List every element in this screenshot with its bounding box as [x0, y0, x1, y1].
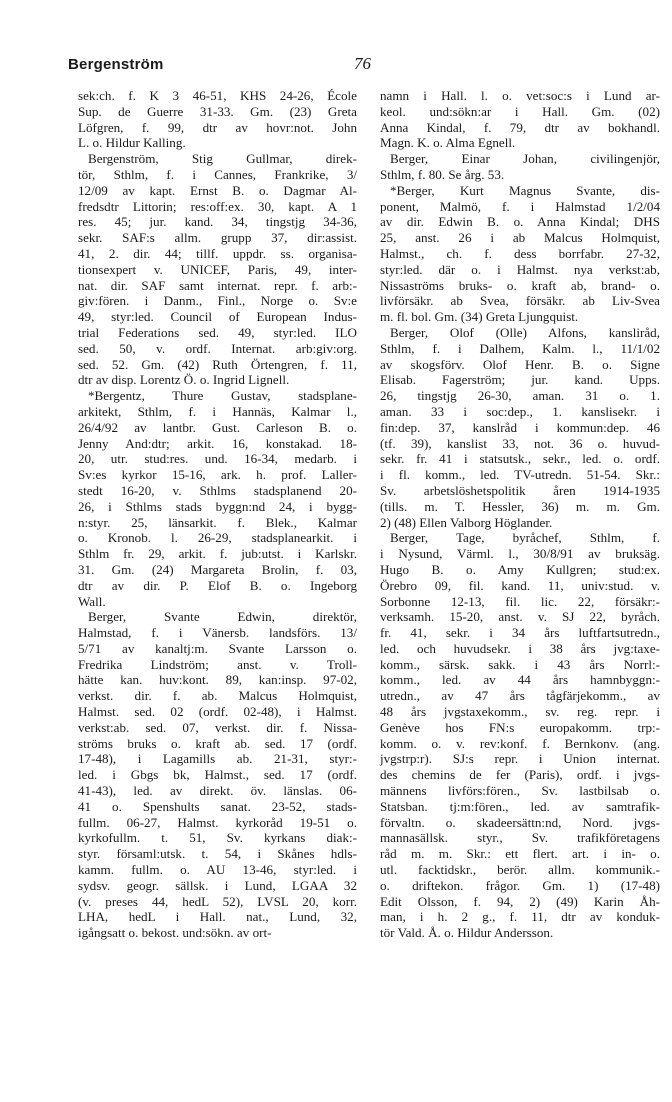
text-line: dtr av dir. P. Elof B. o. Ingeborg — [78, 577, 357, 593]
text-line: 2) (48) Ellen Valborg Höglander. — [380, 514, 553, 530]
text-line: Hugo B. o. Amy Kullgren; stud:ex. — [380, 561, 660, 577]
text-line: Statsban. tj:m:fören., led. av samtrafik- — [380, 798, 660, 814]
text-line: hätte kan. huv:kont. 89, kan:insp. 97-02, — [78, 672, 357, 688]
text-line: LHA, hedL i Hall. nat., Lund, 32, — [78, 909, 357, 925]
text-line: komm., led. av 44 års hamnbyggn:- — [380, 672, 660, 688]
text-line: 26, i Sthlms stads byggn:nd 24, i bygg- — [78, 498, 357, 514]
text-line: Sthlm, f. 80. Se årg. 53. — [380, 166, 505, 182]
text-line: sed. 52. Gm. (42) Ruth Örtengren, f. 11, — [78, 356, 357, 372]
text-line: led. och huvudsekr. i 38 års jvg:taxe- — [380, 640, 660, 656]
text-line: Berger, Einar Johan, civilingenjör, — [390, 151, 660, 167]
text-line: fin:dep. 37, kanslråd i kommun:dep. 46 — [380, 419, 660, 435]
text-line: råd m. m. Skr.: ett flert. art. i in- o. — [380, 846, 660, 862]
text-line: igångsatt o. bekost. und:sökn. av ort- — [78, 925, 272, 941]
text-line: (tills. m. T. Hessler, 36) m. m. Gm. — [380, 498, 660, 514]
text-line: m. fl. bol. Gm. (34) Greta Ljungquist. — [380, 309, 579, 325]
text-line: Edit Olsson, f. 94, 2) (49) Karin Åh- — [380, 893, 660, 909]
text-line: förvaltn. o. skadeersättn:nd, Nord. jvgs- — [380, 814, 660, 830]
text-line: Jenny And:dtr; arkit. 16, konstakad. 18- — [78, 435, 357, 451]
text-line: Anna Kindal, f. 79, dtr av bokhandl. — [380, 119, 660, 135]
text-line: Wall. — [78, 593, 106, 609]
text-line: led. i Gbgs bk, Halmst., sed. 17 (ordf. — [78, 767, 357, 783]
text-line: utl. facktidskr., berör. allm. kommunik.- — [380, 862, 660, 878]
text-line: Nissaströms bruks- o. kraft ab, brand- o. — [380, 277, 660, 293]
running-head: Bergenström — [68, 56, 164, 73]
biography-entry — [68, 388, 357, 609]
text-line: 17-48), i Lagamills ab. 21-31, styr:- — [78, 751, 357, 767]
biography-entry — [370, 88, 660, 151]
text-line: Sup. de Guerre 31-33. Gm. (23) Greta — [78, 103, 357, 119]
text-line: res. 45; jur. kand. 34, tingstjg 34-36, — [78, 214, 357, 230]
left-column — [68, 88, 357, 941]
text-line: fr. 41, sekr. i 34 års luftfartsutredn., — [380, 625, 660, 641]
text-line: giv:fören. i Danm., Finl., Norge o. Sv:e — [78, 293, 357, 309]
text-line: (tf. 39), kanslist 33, not. 36 o. huvud- — [380, 435, 660, 451]
text-line: o. Kronob. l. 26-29, stadsplanearkit. i — [78, 530, 357, 546]
text-line: verksamh. 15-20, anst. v. SJ 22, byråch. — [380, 609, 660, 625]
text-line: utredn., av 47 års tågfärjekomm., av — [380, 688, 660, 704]
text-line: keol. und:sökn:ar i Hall. Gm. (02) — [380, 103, 660, 119]
right-column — [370, 88, 660, 941]
text-line: Berger, Tage, byråchef, Sthlm, f. — [390, 530, 660, 546]
text-line: styr. församl:utsk. t. 54, i Skånes hdls- — [78, 846, 357, 862]
text-line: sek:ch. f. K 3 46-51, KHS 24-26, École — [78, 88, 357, 103]
text-line: tör Vald. Å. o. Hildur Andersson. — [380, 925, 554, 941]
text-line: tionsexpert v. UNICEF, Paris, 49, inter- — [78, 261, 357, 277]
text-line: Sv:es kyrkor 15-16, ark. h. prof. Laller- — [78, 467, 357, 483]
text-line: o. driftekon. frågor. Gm. 1) (17-48) — [380, 877, 660, 893]
text-line: aman. 33 i soc:dep., 1. kanslisekr. i — [380, 403, 660, 419]
text-line: Elisab. Fagerström; jur. kand. Upps. — [380, 372, 660, 388]
text-line: 41, 2. dir. 44; tillf. uppdr. ss. organisa- — [78, 245, 357, 261]
text-line: komm. o. v. rev:konf. f. Bernkonv. (ang. — [380, 735, 660, 751]
text-line: Sthlm fr. 29, arkit. f. jub:utst. i Karlskr. — [78, 546, 357, 562]
text-line: Halmst. sed. 02 (ordf. 02-48), i Halmst. — [78, 704, 357, 720]
text-line: Genève hos FN:s europakomm. trp:- — [380, 719, 660, 735]
text-line: Löfgren, f. 99, dtr av hovr:not. John — [78, 119, 357, 135]
biography-entry — [370, 530, 660, 941]
text-line: komm., särsk. sakk. i 43 års Norrl:- — [380, 656, 660, 672]
text-line: n:styr. 25, länsarkit. f. Blek., Kalmar — [78, 514, 357, 530]
text-line: Berger, Olof (Olle) Alfons, kansliråd, — [390, 324, 660, 340]
text-line: 41 o. Spenshults sanat. 23-52, stads- — [78, 798, 357, 814]
text-line: sed. 50, v. ordf. Internat. arb:giv:org. — [78, 340, 357, 356]
text-line: Örebro 09, fil. kand. 11, univ:stud. v. — [380, 577, 660, 593]
text-line: Berger, Svante Edwin, direktör, — [88, 609, 357, 625]
text-line: ponent, Malmö, f. i Halmstad 1/2/04 — [380, 198, 660, 214]
text-line: livförsäkr. ab Svea, försäkr. ab Liv-Svea — [380, 293, 660, 309]
text-line: fullm. 06-27, Halmst. kyrkoråd 19-51 o. — [78, 814, 357, 830]
text-line: jvgstrp:r). SJ:s repr. i Union internat. — [380, 751, 660, 767]
page-number: 76 — [354, 54, 371, 73]
biography-entry — [68, 151, 357, 388]
text-line: des chemins de fer (Paris), ordf. i jvgs- — [380, 767, 660, 783]
text-line: kamm. fullm. o. AU 13-46, styr:led. i — [78, 862, 357, 878]
text-line: verkst:ab. sed. 07, verkst. dir. f. Nissa- — [78, 719, 357, 735]
biography-entry — [68, 88, 357, 151]
text-line: *Bergentz, Thure Gustav, stadsplane- — [88, 388, 357, 404]
text-line: 12/09 av kapt. Ernst B. o. Dagmar Al- — [78, 182, 357, 198]
text-line: 5/71 av kanaltj:m. Svante Larsson o. — [78, 640, 357, 656]
text-line: 48 års jvgstaxekomm., sv. reg. repr. i — [380, 704, 660, 720]
text-line: 49, styr:led. Council of European Indus- — [78, 309, 357, 325]
text-line: *Berger, Kurt Magnus Svante, dis- — [390, 182, 660, 198]
text-line: L. o. Hildur Kalling. — [78, 135, 186, 151]
text-line: man, i h. 2 g., f. 11, dtr av konduk- — [380, 909, 660, 925]
text-line: dtr av disp. Lorentz Ö. o. Ingrid Lignell. — [78, 372, 290, 388]
text-line: 26/4/92 av lantbr. Gust. Carleson B. o. — [78, 419, 357, 435]
text-line: mannasällsk. styr., Sv. trafikföretagens — [380, 830, 660, 846]
text-line: Halmstad, f. i Vänersb. landsförs. 13/ — [78, 625, 357, 641]
biography-entry — [68, 609, 357, 941]
text-line: Fredrika Lindström; anst. v. Troll- — [78, 656, 357, 672]
text-line: 31. Gm. (24) Margareta Brolin, f. 03, — [78, 561, 357, 577]
text-line: 26, tingstjg 26-30, aman. 31 o. 1. — [380, 388, 660, 404]
biography-entry — [370, 183, 660, 325]
text-line: Sorbonne 12-13, fil. lic. 22, försäkr:- — [380, 593, 660, 609]
text-line: i Nysund, Värml. l., 30/8/91 av bruksäg. — [380, 546, 660, 562]
text-line: stedt 16-20, v. Sthlms stadsplanend 20- — [78, 482, 357, 498]
text-line: Sv. arbetslöshetspolitik åren 1914-1935 — [380, 482, 660, 498]
text-line: (v. preses 44, hedL 52), LVSL 20, korr. — [78, 893, 357, 909]
text-line: namn i Hall. l. o. vet:soc:s i Lund ar- — [380, 88, 660, 103]
text-line: 41-43), led. av direkt. öv. länslas. 06- — [78, 783, 357, 799]
text-line: 20, utr. stud:res. und. 16-34, medarb. i — [78, 451, 357, 467]
text-line: ströms bruks o. kraft ab. sed. 17 (ordf. — [78, 735, 357, 751]
text-line: av dir. Edwin B. o. Anna Kindal; DHS — [380, 214, 660, 230]
biography-entry — [370, 325, 660, 530]
text-line: verkst. dir. f. ab. Malcus Holmquist, — [78, 688, 357, 704]
text-line: kyrkofullm. t. 51, Sv. kyrkans diak:- — [78, 830, 357, 846]
text-line: trial Federations sed. 49, styr:led. ILO — [78, 324, 357, 340]
text-line: arkitekt, Sthlm, f. i Hannäs, Kalmar l., — [78, 403, 357, 419]
text-line: styr:led. där o. i Halmst. nya verkst:ab, — [380, 261, 660, 277]
text-line: Halmst., ch. f. dess borrfabr. 27-32, — [380, 245, 660, 261]
text-line: sekr. SAF:s allm. grupp 37, dir:assist. — [78, 230, 357, 246]
page-header — [0, 56, 672, 78]
text-line: tör, Sthlm, f. i Cannes, Frankrike, 3/ — [78, 166, 357, 182]
text-line: Magn. K. o. Alma Egnell. — [380, 135, 516, 151]
text-line: Sthlm, f. i Dalhem, Kalm. l., 11/1/02 — [380, 340, 660, 356]
biography-entry — [370, 151, 660, 183]
text-line: Bergenström, Stig Gullmar, direk- — [88, 151, 357, 167]
text-line: nat. dir. SAF samt internat. repr. f. arb:- — [78, 277, 357, 293]
text-line: männens livförs:fören., Sv. lastbilsab o. — [380, 783, 660, 799]
text-line: av skogsförv. Olof Henr. B. o. Signe — [380, 356, 660, 372]
text-line: fredsdtr Littorin; res:off:ex. 30, kapt. A 1 — [78, 198, 357, 214]
text-line: i fl. komm., led. TV-utredn. 51-54. Skr.: — [380, 467, 660, 483]
text-line: 25, anst. 26 i ab Malcus Holmquist, — [380, 230, 660, 246]
text-line: sekr. fr. 41 i statsutsk., sekr., led. o. ordf. — [380, 451, 660, 467]
text-line: sydsv. geogr. sällsk. i Lund, LGAA 32 — [78, 877, 357, 893]
